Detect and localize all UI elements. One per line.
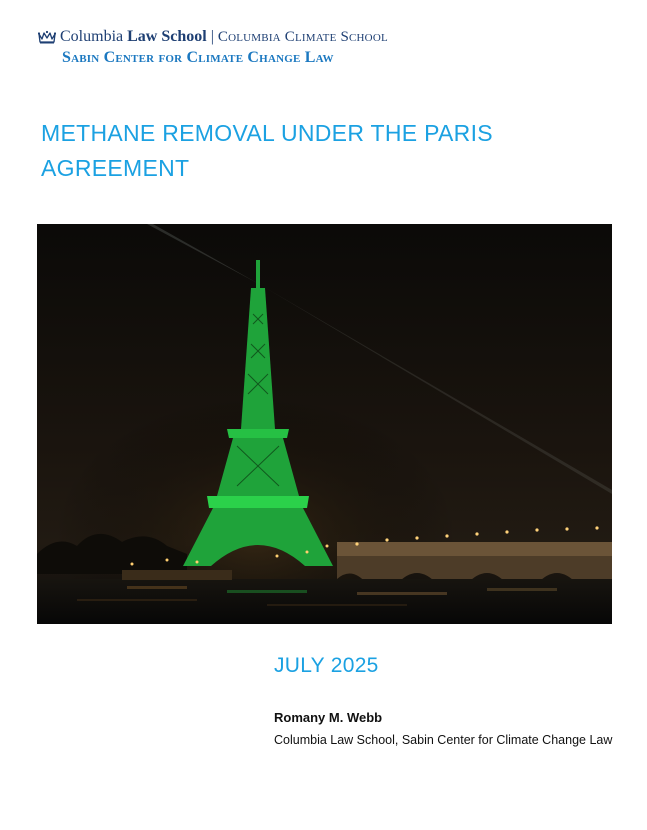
sabin-center-name: Sabin Center for Climate Change Law xyxy=(62,49,334,66)
header-logos xyxy=(38,27,388,67)
cover-photo xyxy=(37,224,612,624)
publication-date: JULY 2025 xyxy=(274,654,379,677)
institution-line xyxy=(38,27,388,47)
header-separator: | xyxy=(210,28,214,45)
columbia-law-school-name: Columbia Law School xyxy=(60,28,207,45)
page-title xyxy=(41,116,601,186)
author-affiliation: Columbia Law School, Sabin Center for Climate Change Law xyxy=(274,733,613,747)
author-name: Romany M. Webb xyxy=(274,710,383,725)
crown-icon xyxy=(38,30,56,44)
columbia-climate-school-name: Columbia Climate School xyxy=(217,28,388,45)
title-line-1: METHANE REMOVAL UNDER THE PARIS xyxy=(41,120,493,146)
title-line-2: AGREEMENT xyxy=(41,155,190,181)
